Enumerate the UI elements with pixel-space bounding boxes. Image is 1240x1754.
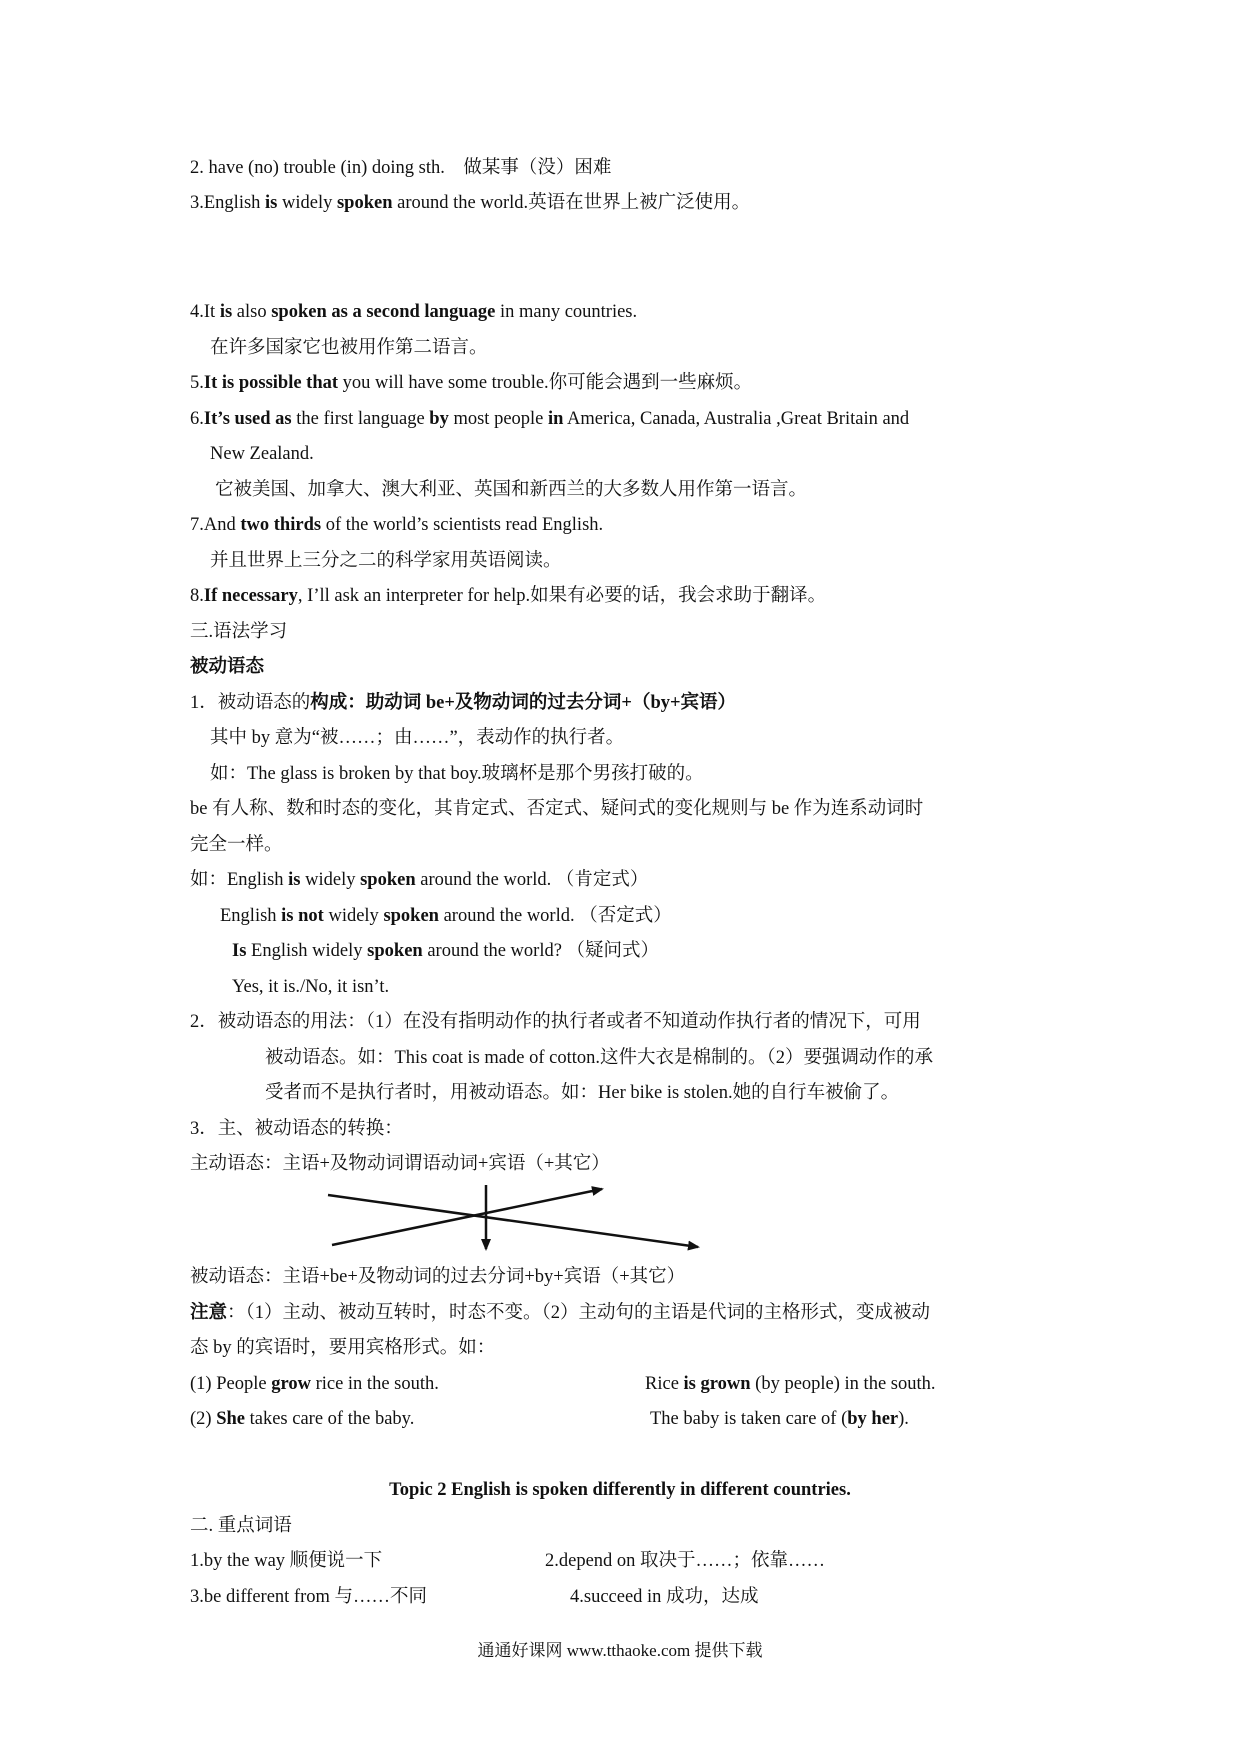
sentence-4-translation: 在许多国家它也被用作第二语言。	[210, 338, 488, 358]
grammar-point-1-rule-cont: 完全一样。	[190, 835, 283, 855]
section-heading-grammar: 三.语法学习	[190, 622, 288, 642]
topic-title: Topic 2 English is spoken differently in different countries.	[389, 1480, 851, 1500]
arrow-object-to-subject	[332, 1189, 602, 1245]
sentence-3: 3.English is widely spoken around the world.英语在世界上被广泛使用。	[190, 193, 751, 213]
grammar-point-2-cont2: 受者而不是执行者时，用被动语态。如：Her bike is stolen.她的自行车被偷了。	[265, 1083, 900, 1103]
voice-conversion-diagram	[320, 1185, 720, 1255]
note-cont: 态 by 的宾语时，要用宾格形式。如：	[190, 1338, 496, 1358]
sentence-6-cont: New Zealand.	[210, 444, 314, 464]
vocab-2: 2.depend on 取决于……；依靠……	[545, 1551, 826, 1571]
sentence-7-translation: 并且世界上三分之二的科学家用英语阅读。	[210, 551, 562, 571]
page-footer: 通通好课网 www.tthaoke.com 提供下载	[477, 1641, 763, 1660]
vocab-3: 3.be different from 与……不同	[190, 1587, 428, 1607]
active-voice-pattern: 主动语态：主语+及物动词谓语动词+宾语（+其它）	[190, 1154, 610, 1174]
sentence-6: 6.It’s used as the first language by most people in America, Canada, Australia ,Great Britain and	[190, 409, 910, 429]
grammar-point-2: 2．被动语态的用法：（1）在没有指明动作的执行者或者不知道动作执行者的情况下，可用	[190, 1012, 921, 1032]
section-heading-vocabulary: 二. 重点词语	[190, 1516, 292, 1536]
example-2-passive: The baby is taken care of (by her).	[650, 1409, 909, 1429]
arrow-subject-to-by-object	[328, 1195, 698, 1247]
vocab-4: 4.succeed in 成功，达成	[570, 1587, 759, 1607]
grammar-point-1-example: 如：The glass is broken by that boy.玻璃杯是那个男孩打破的。	[210, 764, 704, 784]
passive-voice-pattern: 被动语态：主语+be+及物动词的过去分词+by+宾语（+其它）	[190, 1267, 686, 1287]
sentence-4: 4.It is also spoken as a second language in many countries.	[190, 302, 638, 322]
phrase-2: 2. have (no) trouble (in) doing sth. 做某事（没）困难	[190, 158, 612, 178]
heading-passive-voice: 被动语态	[190, 657, 265, 677]
example-1-passive: Rice is grown (by people) in the south.	[645, 1374, 936, 1394]
example-answer: Yes, it is./No, it isn’t.	[232, 977, 390, 997]
sentence-8: 8.If necessary, I’ll ask an interpreter for help.如果有必要的话，我会求助于翻译。	[190, 586, 827, 606]
note: 注意：（1）主动、被动互转时，时态不变。（2）主动句的主语是代词的主格形式，变成被动	[190, 1303, 931, 1323]
grammar-point-1-by: 其中 by 意为“被……；由……”，表动作的执行者。	[210, 728, 625, 748]
grammar-point-2-cont: 被动语态。如：This coat is made of cotton.这件大衣是棉制的。（2）要强调动作的承	[265, 1048, 934, 1068]
vocab-1: 1.by the way 顺便说一下	[190, 1551, 383, 1571]
sentence-5: 5.It is possible that you will have some trouble.你可能会遇到一些麻烦。	[190, 373, 753, 393]
example-1-active: (1) People grow rice in the south.	[190, 1374, 439, 1394]
example-2-active: (2) She takes care of the baby.	[190, 1409, 415, 1429]
example-negative: English is not widely spoken around the world. （否定式）	[220, 906, 672, 926]
sentence-7: 7.And two thirds of the world’s scientists read English.	[190, 515, 604, 535]
grammar-point-1-rule: be 有人称、数和时态的变化，其肯定式、否定式、疑问式的变化规则与 be 作为连系动词时	[190, 799, 924, 819]
sentence-6-translation: 它被美国、加拿大、澳大利亚、英国和新西兰的大多数人用作第一语言。	[215, 480, 808, 500]
grammar-point-3: 3．主、被动语态的转换：	[190, 1119, 403, 1139]
example-question: Is English widely spoken around the world? （疑问式）	[232, 941, 660, 961]
example-affirmative: 如：English is widely spoken around the world. （肯定式）	[190, 870, 649, 890]
grammar-point-1: 1．被动语态的构成：助动词 be+及物动词的过去分词+（by+宾语）	[190, 693, 737, 713]
